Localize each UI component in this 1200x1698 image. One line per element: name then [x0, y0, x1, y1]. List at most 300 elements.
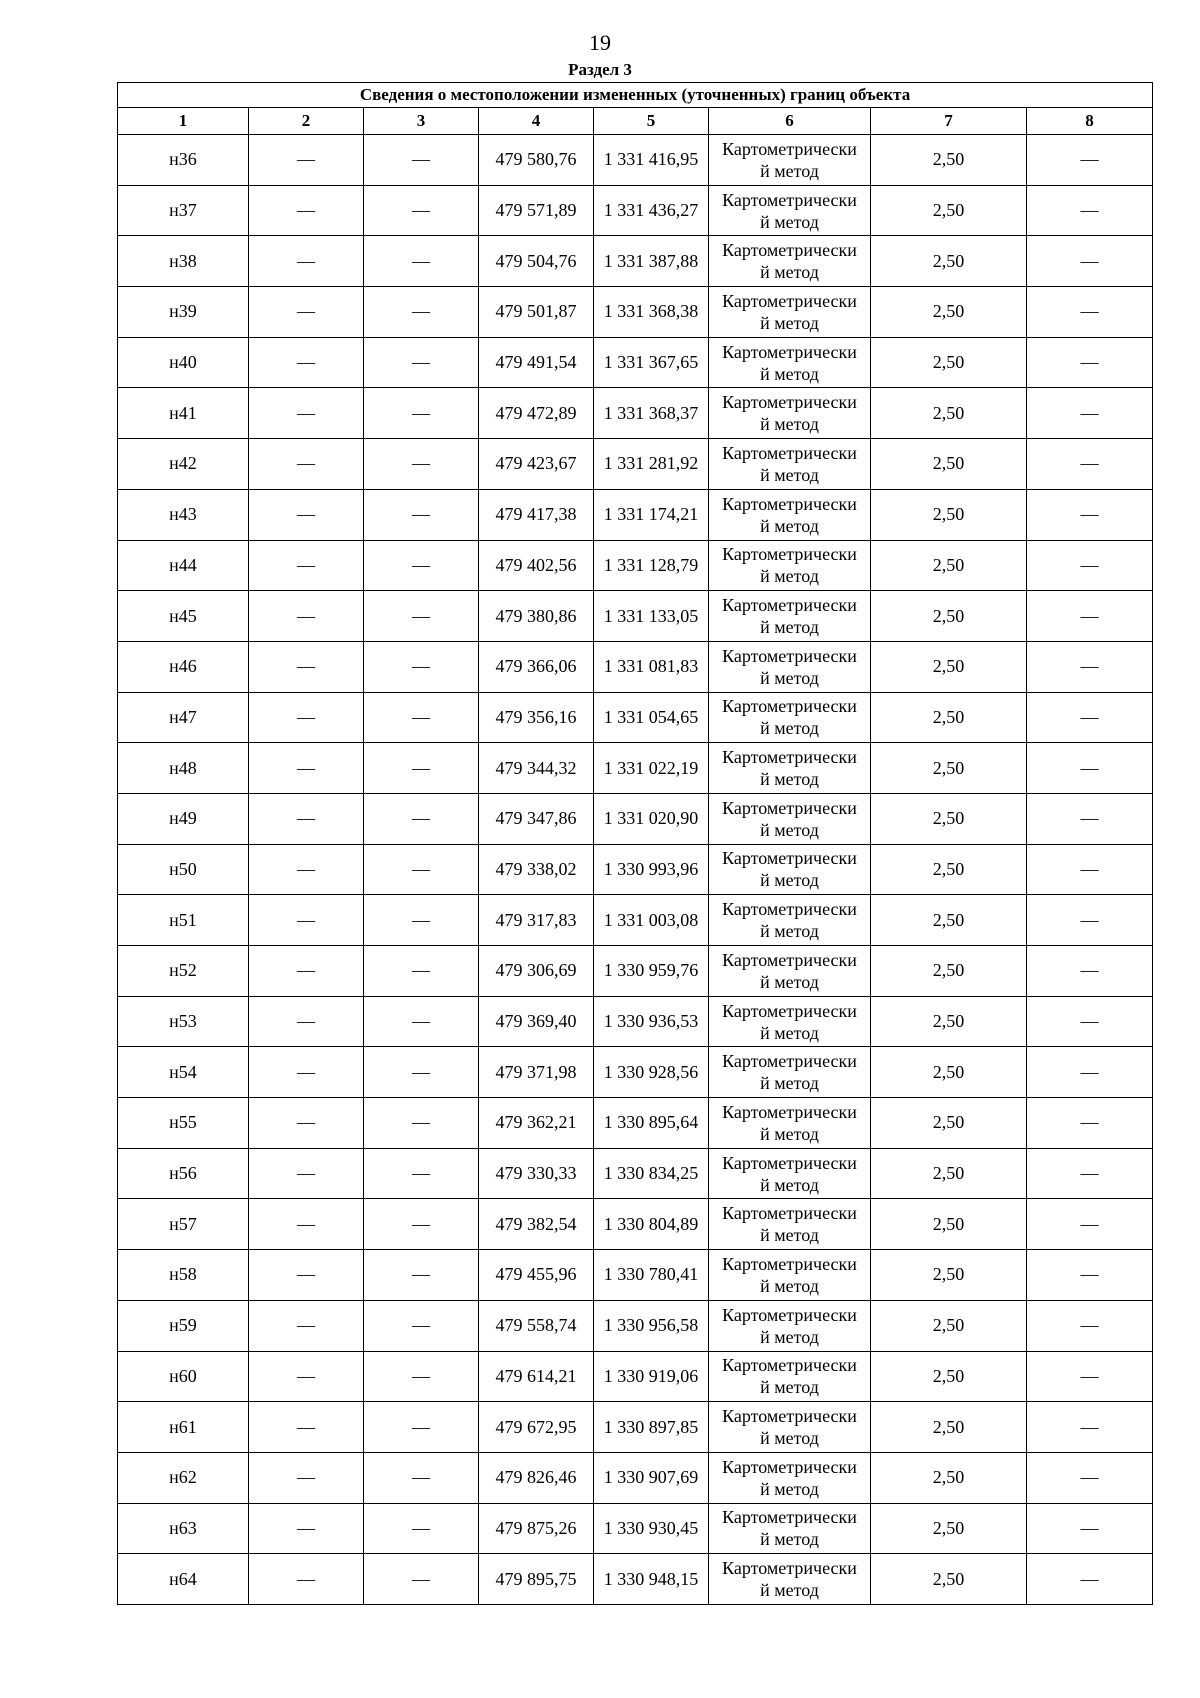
table-row: [118, 337, 1153, 388]
column-3-cell: —: [364, 135, 479, 186]
point-name-cell: н39: [118, 287, 249, 338]
y-coordinate-cell: 1 331 128,79: [594, 540, 709, 591]
method-cell: [709, 337, 871, 388]
y-coordinate-cell: 1 331 387,88: [594, 236, 709, 287]
accuracy-cell: 2,50: [871, 743, 1027, 794]
method-cell: [709, 946, 871, 997]
table-row: [118, 388, 1153, 439]
method-line: й метод: [760, 262, 819, 283]
method-line: й метод: [760, 1428, 819, 1449]
table-row: [118, 946, 1153, 997]
x-coordinate-cell: 479 455,96: [479, 1250, 594, 1301]
table-row: [118, 287, 1153, 338]
point-name-cell: н55: [118, 1098, 249, 1149]
column-8-cell: —: [1027, 591, 1153, 642]
table-row: [118, 185, 1153, 236]
table-row: [118, 1351, 1153, 1402]
method-line: Картометрически: [722, 1304, 857, 1325]
column-8-cell: —: [1027, 1250, 1153, 1301]
point-name-cell: н41: [118, 388, 249, 439]
method-line: й метод: [760, 515, 819, 536]
x-coordinate-cell: 479 306,69: [479, 946, 594, 997]
y-coordinate-cell: 1 330 948,15: [594, 1554, 709, 1605]
column-8-cell: —: [1027, 185, 1153, 236]
method-line: й метод: [760, 1174, 819, 1195]
accuracy-cell: 2,50: [871, 185, 1027, 236]
x-coordinate-cell: 479 369,40: [479, 996, 594, 1047]
point-name-cell: н58: [118, 1250, 249, 1301]
column-2-cell: —: [249, 692, 364, 743]
column-3-cell: —: [364, 1402, 479, 1453]
x-coordinate-cell: 479 672,95: [479, 1402, 594, 1453]
point-name-cell: н46: [118, 641, 249, 692]
accuracy-cell: 2,50: [871, 1199, 1027, 1250]
column-2-cell: —: [249, 185, 364, 236]
accuracy-cell: 2,50: [871, 1300, 1027, 1351]
y-coordinate-cell: 1 330 956,58: [594, 1300, 709, 1351]
method-cell: [709, 591, 871, 642]
column-2-cell: —: [249, 1148, 364, 1199]
column-2-cell: —: [249, 1250, 364, 1301]
column-3-cell: —: [364, 185, 479, 236]
column-2-cell: —: [249, 540, 364, 591]
accuracy-cell: 2,50: [871, 996, 1027, 1047]
method-line: й метод: [760, 566, 819, 587]
x-coordinate-cell: 479 338,02: [479, 844, 594, 895]
accuracy-cell: 2,50: [871, 1402, 1027, 1453]
method-line: Картометрически: [722, 189, 857, 210]
x-coordinate-cell: 479 362,21: [479, 1098, 594, 1149]
method-cell: [709, 1098, 871, 1149]
point-name-cell: н63: [118, 1503, 249, 1554]
column-2-cell: —: [249, 1402, 364, 1453]
column-8-cell: —: [1027, 895, 1153, 946]
accuracy-cell: 2,50: [871, 1047, 1027, 1098]
table-row: [118, 1148, 1153, 1199]
method-line: й метод: [760, 1326, 819, 1347]
column-3-cell: —: [364, 1250, 479, 1301]
y-coordinate-cell: 1 331 416,95: [594, 135, 709, 186]
table-row: [118, 489, 1153, 540]
column-8-cell: —: [1027, 1199, 1153, 1250]
column-2-cell: —: [249, 793, 364, 844]
method-cell: [709, 895, 871, 946]
accuracy-cell: 2,50: [871, 489, 1027, 540]
y-coordinate-cell: 1 331 054,65: [594, 692, 709, 743]
method-line: Картометрически: [722, 848, 857, 869]
column-8-cell: —: [1027, 996, 1153, 1047]
column-2-cell: —: [249, 337, 364, 388]
table-row: [118, 895, 1153, 946]
method-line: Картометрически: [722, 899, 857, 920]
y-coordinate-cell: 1 331 022,19: [594, 743, 709, 794]
method-line: й метод: [760, 1529, 819, 1550]
column-2-cell: —: [249, 1199, 364, 1250]
x-coordinate-cell: 479 356,16: [479, 692, 594, 743]
column-8-cell: —: [1027, 1047, 1153, 1098]
column-3-cell: —: [364, 1098, 479, 1149]
table-row: [118, 540, 1153, 591]
method-cell: [709, 1199, 871, 1250]
column-3-cell: —: [364, 236, 479, 287]
accuracy-cell: 2,50: [871, 236, 1027, 287]
point-name-cell: н38: [118, 236, 249, 287]
y-coordinate-cell: 1 331 368,38: [594, 287, 709, 338]
method-line: Картометрически: [722, 1456, 857, 1477]
method-line: Картометрически: [722, 290, 857, 311]
column-number: 5: [594, 108, 709, 135]
method-line: Картометрически: [722, 493, 857, 514]
column-8-cell: —: [1027, 743, 1153, 794]
y-coordinate-cell: 1 330 780,41: [594, 1250, 709, 1301]
column-3-cell: —: [364, 1351, 479, 1402]
x-coordinate-cell: 479 501,87: [479, 287, 594, 338]
table-row: [118, 591, 1153, 642]
method-line: Картометрически: [722, 1558, 857, 1579]
y-coordinate-cell: 1 331 436,27: [594, 185, 709, 236]
table-row: [118, 1300, 1153, 1351]
method-cell: [709, 1452, 871, 1503]
point-name-cell: н47: [118, 692, 249, 743]
x-coordinate-cell: 479 571,89: [479, 185, 594, 236]
table-row: [118, 135, 1153, 186]
y-coordinate-cell: 1 330 919,06: [594, 1351, 709, 1402]
table-row: [118, 641, 1153, 692]
method-cell: [709, 1300, 871, 1351]
method-line: Картометрически: [722, 949, 857, 970]
column-2-cell: —: [249, 1047, 364, 1098]
method-line: Картометрически: [722, 544, 857, 565]
point-name-cell: н53: [118, 996, 249, 1047]
x-coordinate-cell: 479 382,54: [479, 1199, 594, 1250]
accuracy-cell: 2,50: [871, 287, 1027, 338]
column-2-cell: —: [249, 236, 364, 287]
table-row: [118, 1250, 1153, 1301]
column-8-cell: —: [1027, 844, 1153, 895]
method-cell: [709, 287, 871, 338]
x-coordinate-cell: 479 417,38: [479, 489, 594, 540]
column-8-cell: —: [1027, 1452, 1153, 1503]
y-coordinate-cell: 1 331 368,37: [594, 388, 709, 439]
column-number: 8: [1027, 108, 1153, 135]
column-2-cell: —: [249, 743, 364, 794]
page-number: 19: [589, 30, 611, 55]
method-line: й метод: [760, 211, 819, 232]
column-number: 6: [709, 108, 871, 135]
column-8-cell: —: [1027, 135, 1153, 186]
method-line: й метод: [760, 1478, 819, 1499]
x-coordinate-cell: 479 344,32: [479, 743, 594, 794]
column-number: 7: [871, 108, 1027, 135]
column-2-cell: —: [249, 591, 364, 642]
x-coordinate-cell: 479 875,26: [479, 1503, 594, 1554]
method-line: й метод: [760, 921, 819, 942]
method-line: Картометрически: [722, 1101, 857, 1122]
column-2-cell: —: [249, 439, 364, 490]
accuracy-cell: 2,50: [871, 641, 1027, 692]
accuracy-cell: 2,50: [871, 692, 1027, 743]
column-number: 3: [364, 108, 479, 135]
y-coordinate-cell: 1 331 133,05: [594, 591, 709, 642]
x-coordinate-cell: 479 491,54: [479, 337, 594, 388]
method-line: й метод: [760, 769, 819, 790]
column-8-cell: —: [1027, 1300, 1153, 1351]
accuracy-cell: 2,50: [871, 1452, 1027, 1503]
y-coordinate-cell: 1 330 930,45: [594, 1503, 709, 1554]
point-name-cell: н36: [118, 135, 249, 186]
method-line: Картометрически: [722, 747, 857, 768]
x-coordinate-cell: 479 366,06: [479, 641, 594, 692]
y-coordinate-cell: 1 331 367,65: [594, 337, 709, 388]
method-cell: [709, 1047, 871, 1098]
column-3-cell: —: [364, 388, 479, 439]
table-caption: Сведения о местоположении измененных (уточненных) границ объекта: [118, 83, 1153, 108]
method-cell: [709, 1554, 871, 1605]
point-name-cell: н56: [118, 1148, 249, 1199]
boundary-coordinates-table: [117, 82, 1153, 1605]
x-coordinate-cell: 479 371,98: [479, 1047, 594, 1098]
column-8-cell: —: [1027, 793, 1153, 844]
method-cell: [709, 439, 871, 490]
x-coordinate-cell: 479 826,46: [479, 1452, 594, 1503]
column-8-cell: —: [1027, 540, 1153, 591]
column-3-cell: —: [364, 895, 479, 946]
column-3-cell: —: [364, 692, 479, 743]
point-name-cell: н51: [118, 895, 249, 946]
table-row: [118, 1503, 1153, 1554]
column-2-cell: —: [249, 489, 364, 540]
column-8-cell: —: [1027, 1402, 1153, 1453]
point-name-cell: н57: [118, 1199, 249, 1250]
column-8-cell: —: [1027, 1098, 1153, 1149]
column-8-cell: —: [1027, 236, 1153, 287]
column-8-cell: —: [1027, 641, 1153, 692]
accuracy-cell: 2,50: [871, 895, 1027, 946]
point-name-cell: н59: [118, 1300, 249, 1351]
y-coordinate-cell: 1 330 895,64: [594, 1098, 709, 1149]
point-name-cell: н62: [118, 1452, 249, 1503]
column-3-cell: —: [364, 1554, 479, 1605]
method-line: Картометрически: [722, 1203, 857, 1224]
column-3-cell: —: [364, 1452, 479, 1503]
y-coordinate-cell: 1 330 907,69: [594, 1452, 709, 1503]
point-name-cell: н43: [118, 489, 249, 540]
column-number: 2: [249, 108, 364, 135]
column-3-cell: —: [364, 996, 479, 1047]
column-number: 1: [118, 108, 249, 135]
point-name-cell: н45: [118, 591, 249, 642]
column-2-cell: —: [249, 135, 364, 186]
column-8-cell: —: [1027, 388, 1153, 439]
point-name-cell: н60: [118, 1351, 249, 1402]
y-coordinate-cell: 1 330 993,96: [594, 844, 709, 895]
column-2-cell: —: [249, 1503, 364, 1554]
accuracy-cell: 2,50: [871, 135, 1027, 186]
column-2-cell: —: [249, 1554, 364, 1605]
method-cell: [709, 388, 871, 439]
method-line: Картометрически: [722, 442, 857, 463]
method-cell: [709, 1503, 871, 1554]
method-line: Картометрически: [722, 1000, 857, 1021]
accuracy-cell: 2,50: [871, 844, 1027, 895]
column-3-cell: —: [364, 946, 479, 997]
method-line: Картометрически: [722, 1406, 857, 1427]
column-8-cell: —: [1027, 439, 1153, 490]
method-cell: [709, 743, 871, 794]
method-line: й метод: [760, 870, 819, 891]
table-row: [118, 439, 1153, 490]
x-coordinate-cell: 479 558,74: [479, 1300, 594, 1351]
method-cell: [709, 135, 871, 186]
method-line: Картометрически: [722, 1253, 857, 1274]
method-line: й метод: [760, 464, 819, 485]
column-8-cell: —: [1027, 946, 1153, 997]
accuracy-cell: 2,50: [871, 337, 1027, 388]
column-2-cell: —: [249, 1098, 364, 1149]
point-name-cell: н40: [118, 337, 249, 388]
method-line: й метод: [760, 1377, 819, 1398]
column-2-cell: —: [249, 946, 364, 997]
method-line: й метод: [760, 617, 819, 638]
column-2-cell: —: [249, 844, 364, 895]
table-row: [118, 743, 1153, 794]
column-2-cell: —: [249, 895, 364, 946]
accuracy-cell: 2,50: [871, 1351, 1027, 1402]
column-8-cell: —: [1027, 1351, 1153, 1402]
table-row: [118, 236, 1153, 287]
method-line: Картометрически: [722, 1051, 857, 1072]
accuracy-cell: 2,50: [871, 1250, 1027, 1301]
section-title: Раздел 3: [568, 60, 632, 79]
method-line: Картометрически: [722, 341, 857, 362]
accuracy-cell: 2,50: [871, 793, 1027, 844]
y-coordinate-cell: 1 330 959,76: [594, 946, 709, 997]
method-line: й метод: [760, 1275, 819, 1296]
method-line: Картометрически: [722, 595, 857, 616]
accuracy-cell: 2,50: [871, 1554, 1027, 1605]
accuracy-cell: 2,50: [871, 388, 1027, 439]
method-line: й метод: [760, 1123, 819, 1144]
column-3-cell: —: [364, 439, 479, 490]
column-2-cell: —: [249, 1300, 364, 1351]
method-cell: [709, 996, 871, 1047]
x-coordinate-cell: 479 380,86: [479, 591, 594, 642]
accuracy-cell: 2,50: [871, 439, 1027, 490]
method-cell: [709, 793, 871, 844]
table-row: [118, 1199, 1153, 1250]
method-line: й метод: [760, 1073, 819, 1094]
y-coordinate-cell: 1 330 897,85: [594, 1402, 709, 1453]
y-coordinate-cell: 1 331 174,21: [594, 489, 709, 540]
point-name-cell: н37: [118, 185, 249, 236]
column-3-cell: —: [364, 641, 479, 692]
method-line: й метод: [760, 667, 819, 688]
accuracy-cell: 2,50: [871, 1098, 1027, 1149]
table-row: [118, 1402, 1153, 1453]
accuracy-cell: 2,50: [871, 946, 1027, 997]
method-line: й метод: [760, 718, 819, 739]
column-8-cell: —: [1027, 1503, 1153, 1554]
column-8-cell: —: [1027, 1554, 1153, 1605]
method-cell: [709, 844, 871, 895]
method-line: й метод: [760, 1225, 819, 1246]
x-coordinate-cell: 479 895,75: [479, 1554, 594, 1605]
column-3-cell: —: [364, 489, 479, 540]
point-name-cell: н54: [118, 1047, 249, 1098]
method-cell: [709, 489, 871, 540]
method-line: й метод: [760, 1022, 819, 1043]
column-3-cell: —: [364, 1148, 479, 1199]
column-3-cell: —: [364, 540, 479, 591]
column-3-cell: —: [364, 591, 479, 642]
column-3-cell: —: [364, 337, 479, 388]
method-cell: [709, 641, 871, 692]
method-line: й метод: [760, 1580, 819, 1601]
column-3-cell: —: [364, 287, 479, 338]
table-row: [118, 692, 1153, 743]
method-line: Картометрически: [722, 392, 857, 413]
x-coordinate-cell: 479 423,67: [479, 439, 594, 490]
column-3-cell: —: [364, 1503, 479, 1554]
table-row: [118, 1098, 1153, 1149]
accuracy-cell: 2,50: [871, 1503, 1027, 1554]
x-coordinate-cell: 479 580,76: [479, 135, 594, 186]
y-coordinate-cell: 1 331 020,90: [594, 793, 709, 844]
method-line: Картометрически: [722, 138, 857, 159]
method-cell: [709, 1351, 871, 1402]
point-name-cell: н61: [118, 1402, 249, 1453]
method-line: й метод: [760, 819, 819, 840]
column-2-cell: —: [249, 1351, 364, 1402]
accuracy-cell: 2,50: [871, 1148, 1027, 1199]
accuracy-cell: 2,50: [871, 591, 1027, 642]
column-3-cell: —: [364, 844, 479, 895]
point-name-cell: н64: [118, 1554, 249, 1605]
column-8-cell: —: [1027, 692, 1153, 743]
column-number: 4: [479, 108, 594, 135]
x-coordinate-cell: 479 347,86: [479, 793, 594, 844]
method-line: Картометрически: [722, 1152, 857, 1173]
y-coordinate-cell: 1 331 281,92: [594, 439, 709, 490]
column-8-cell: —: [1027, 287, 1153, 338]
x-coordinate-cell: 479 317,83: [479, 895, 594, 946]
method-line: й метод: [760, 160, 819, 181]
column-3-cell: —: [364, 1300, 479, 1351]
point-name-cell: н42: [118, 439, 249, 490]
method-cell: [709, 540, 871, 591]
method-line: Картометрически: [722, 645, 857, 666]
column-8-cell: —: [1027, 337, 1153, 388]
column-2-cell: —: [249, 996, 364, 1047]
x-coordinate-cell: 479 504,76: [479, 236, 594, 287]
point-name-cell: н52: [118, 946, 249, 997]
y-coordinate-cell: 1 330 804,89: [594, 1199, 709, 1250]
y-coordinate-cell: 1 331 003,08: [594, 895, 709, 946]
method-cell: [709, 692, 871, 743]
method-line: й метод: [760, 414, 819, 435]
column-8-cell: —: [1027, 1148, 1153, 1199]
column-number-row: [118, 108, 1153, 135]
table-row: [118, 1554, 1153, 1605]
method-line: Картометрически: [722, 797, 857, 818]
column-8-cell: —: [1027, 489, 1153, 540]
y-coordinate-cell: 1 330 936,53: [594, 996, 709, 1047]
x-coordinate-cell: 479 330,33: [479, 1148, 594, 1199]
column-3-cell: —: [364, 743, 479, 794]
point-name-cell: н49: [118, 793, 249, 844]
point-name-cell: н50: [118, 844, 249, 895]
y-coordinate-cell: 1 330 834,25: [594, 1148, 709, 1199]
